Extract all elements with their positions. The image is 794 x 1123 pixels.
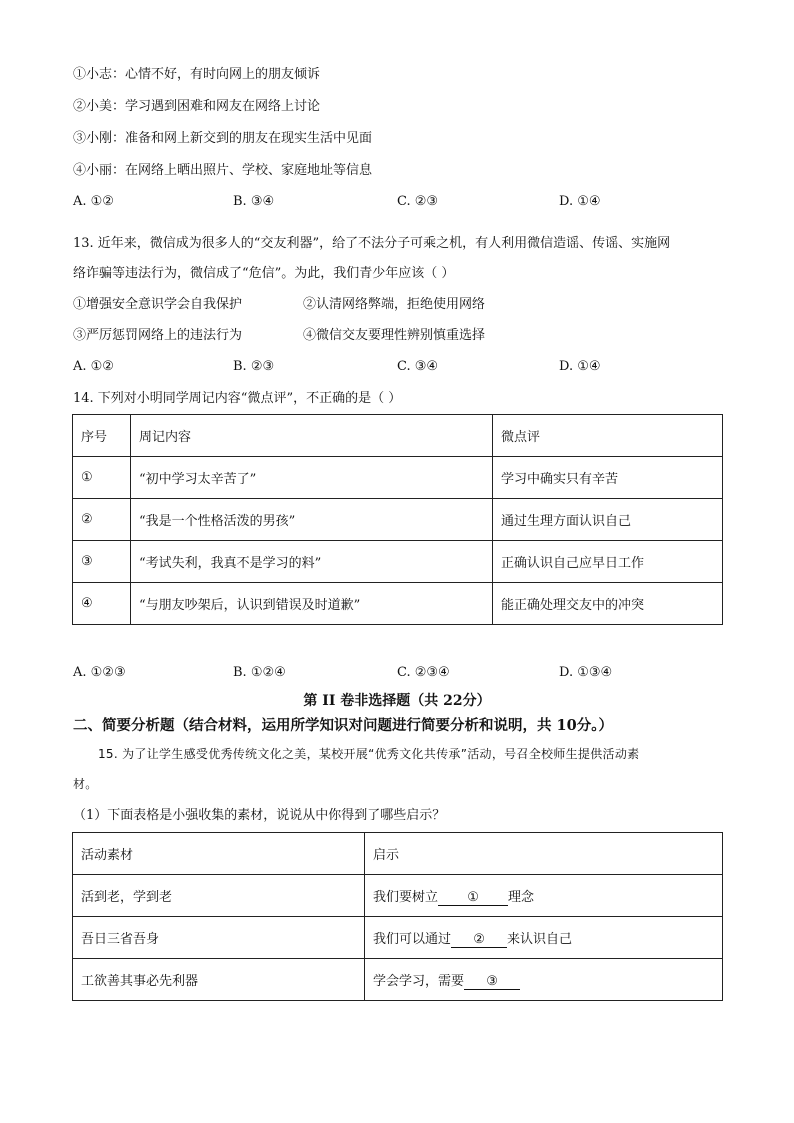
q12-option-b[interactable]: B. ③④ <box>233 194 275 209</box>
q14-option-a[interactable]: A. ①②③ <box>73 665 126 680</box>
table-cell: “我是一个性格活泼的男孩” <box>131 499 493 541</box>
table-row <box>73 959 723 1001</box>
table-cell: ④ <box>73 583 131 625</box>
q12-option-c[interactable]: C. ②③ <box>397 194 439 209</box>
q13-option-c[interactable]: C. ③④ <box>397 359 439 374</box>
table-cell: “初中学习太辛苦了” <box>131 457 493 499</box>
insight-prefix: 学会学习，需要 <box>373 973 465 989</box>
table-cell: 工欲善其事必先利器 <box>73 959 365 1001</box>
answer-blank-1[interactable]: ① <box>438 890 508 906</box>
section-heading: 二、简要分析题（结合材料，运用所学知识对问题进行简要分析和说明，共 10分。） <box>73 717 613 734</box>
q13-item-1: ①增强安全意识学会自我保护 <box>73 297 243 312</box>
q13-item-2: ②认清网络弊端，拒绝使用网络 <box>303 297 486 312</box>
table-row <box>73 499 723 541</box>
q13-items-row1 <box>73 295 723 315</box>
q15-table <box>72 832 723 1001</box>
q12-option-a[interactable]: A. ①② <box>73 194 114 209</box>
table-cell: ① <box>73 457 131 499</box>
q14-stem: 14. 下列对小明同学周记内容“微点评”，不正确的是（ ） <box>73 391 402 406</box>
table-cell: ③ <box>73 541 131 583</box>
q12-item-1: ①小志：心情不好，有时向网上的朋友倾诉 <box>73 67 321 82</box>
q12-options <box>73 192 723 212</box>
q13-options <box>73 357 723 377</box>
q13-option-a[interactable]: A. ①② <box>73 359 114 374</box>
table-row <box>73 875 723 917</box>
q14-option-b[interactable]: B. ①②④ <box>233 665 286 680</box>
header-cell: 序号 <box>73 415 131 457</box>
table-cell: “考试失利，我真不是学习的料” <box>131 541 493 583</box>
header-cell: 微点评 <box>493 415 723 457</box>
q12-item-2: ②小美：学习遇到困难和网友在网络上讨论 <box>73 99 321 114</box>
q14-option-d[interactable]: D. ①③④ <box>559 665 613 680</box>
table-cell <box>365 917 723 959</box>
insight-suffix: 理念 <box>508 889 535 905</box>
q13-item-4: ④微信交友要理性辨别慎重选择 <box>303 328 486 343</box>
table-cell <box>365 959 723 1001</box>
q12-option-d[interactable]: D. ①④ <box>559 194 601 209</box>
table-cell: 学习中确实只有辛苦 <box>493 457 723 499</box>
insight-prefix: 我们要树立 <box>373 889 439 905</box>
table-row <box>73 917 723 959</box>
table-row <box>73 541 723 583</box>
q13-items-row2 <box>73 326 723 346</box>
insight-suffix: 来认识自己 <box>507 931 573 947</box>
header-cell: 活动素材 <box>73 833 365 875</box>
q13-item-3: ③严厉惩罚网络上的违法行为 <box>73 328 243 343</box>
q15-stem-line2: 材。 <box>73 777 98 791</box>
answer-blank-2[interactable]: ② <box>451 932 507 948</box>
table-row <box>73 583 723 625</box>
q13-stem-line2: 络诈骗等违法行为，微信成了“危信”。为此，我们青少年应该（ ） <box>73 266 455 281</box>
table-cell: 吾日三省吾身 <box>73 917 365 959</box>
q12-item-3: ③小刚：准备和网上新交到的朋友在现实生活中见面 <box>73 131 373 146</box>
table-cell: 活到老，学到老 <box>73 875 365 917</box>
table-cell <box>365 875 723 917</box>
q13-option-d[interactable]: D. ①④ <box>559 359 601 374</box>
q13-stem-line1: 13. 近年来，微信成为很多人的“交友利器”，给了不法分子可乘之机，有人利用微信造谣、传谣、实施网 <box>73 236 671 251</box>
q14-option-c[interactable]: C. ②③④ <box>397 665 450 680</box>
q13-option-b[interactable]: B. ②③ <box>233 359 275 374</box>
table-header-row <box>73 415 723 457</box>
part2-title: 第 II 卷非选择题（共 22分） <box>303 693 491 709</box>
q14-options <box>73 663 723 683</box>
q15-sub1: （1）下面表格是小强收集的素材，说说从中你得到了哪些启示？ <box>73 808 446 823</box>
table-cell: 正确认识自己应早日工作 <box>493 541 723 583</box>
header-cell: 周记内容 <box>131 415 493 457</box>
answer-blank-3[interactable]: ③ <box>464 974 520 990</box>
table-row <box>73 457 723 499</box>
table-cell: ② <box>73 499 131 541</box>
table-cell: “与朋友吵架后，认识到错误及时道歉” <box>131 583 493 625</box>
insight-prefix: 我们可以通过 <box>373 931 452 947</box>
table-header-row <box>73 833 723 875</box>
table-cell: 通过生理方面认识自己 <box>493 499 723 541</box>
q14-table <box>72 414 723 625</box>
header-cell: 启示 <box>365 833 723 875</box>
q12-item-4: ④小丽：在网络上晒出照片、学校、家庭地址等信息 <box>73 163 373 178</box>
table-cell: 能正确处理交友中的冲突 <box>493 583 723 625</box>
q15-stem-line1: 15. 为了让学生感受优秀传统文化之美，某校开展“优秀文化共传承”活动，号召全校师生提供活动素 <box>98 747 640 761</box>
